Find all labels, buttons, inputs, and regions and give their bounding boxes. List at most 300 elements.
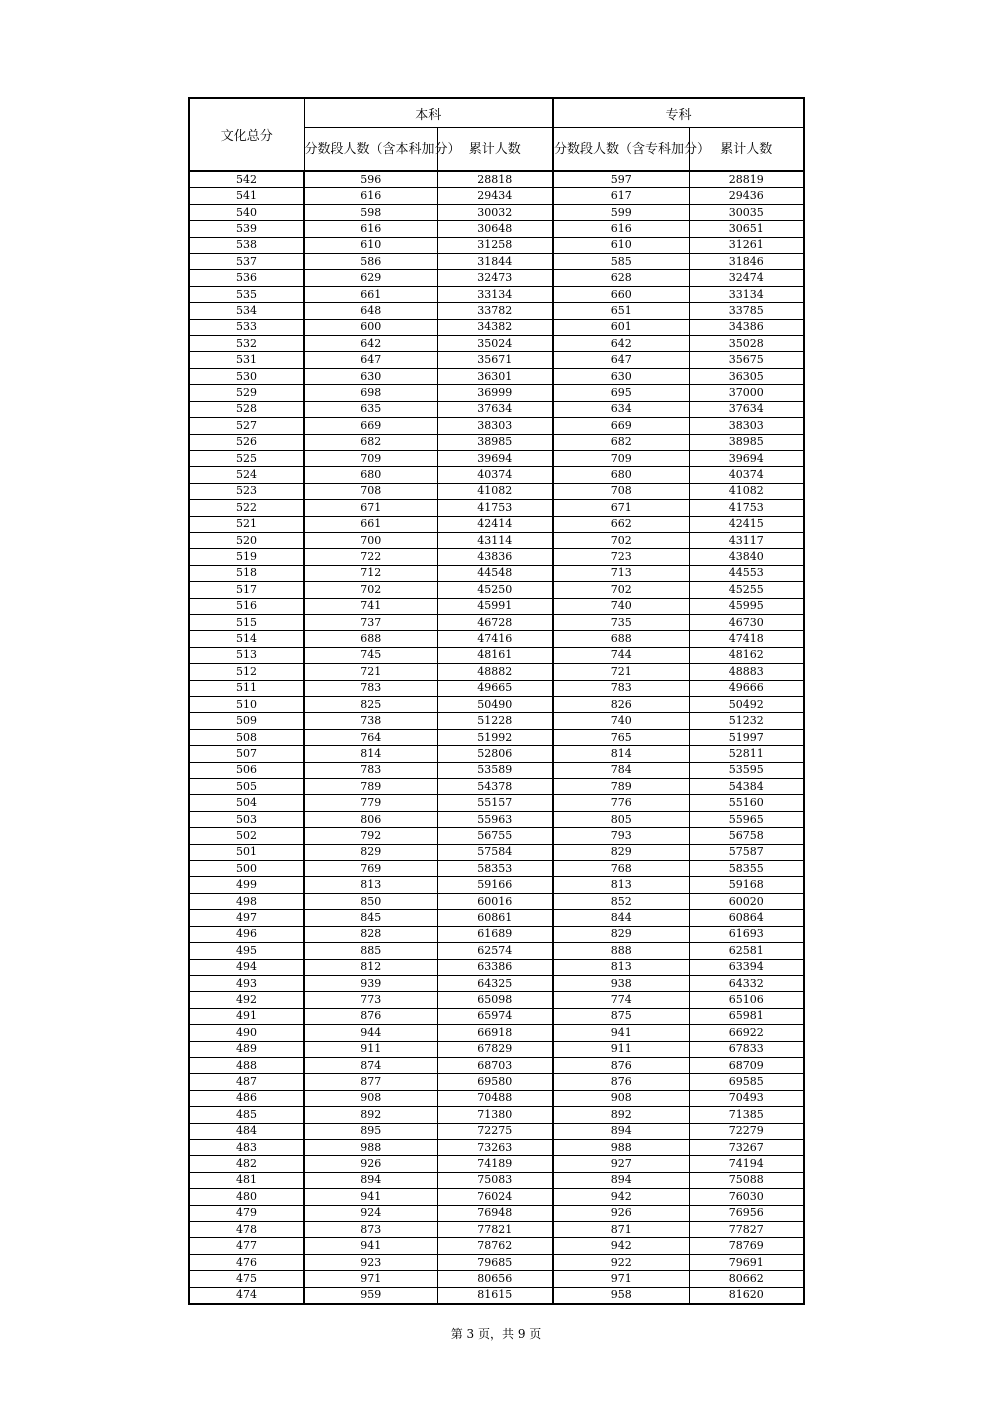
zk-total-cell: 80662 (689, 1271, 804, 1287)
score-cell: 536 (189, 270, 304, 286)
table-row (189, 975, 804, 991)
zk-count-cell: 630 (553, 368, 689, 384)
zk-count-cell: 813 (553, 877, 689, 893)
bk-total-cell: 60016 (437, 893, 553, 909)
score-cell: 506 (189, 762, 304, 778)
bk-count-cell: 698 (304, 385, 437, 401)
score-cell: 502 (189, 828, 304, 844)
table-row (189, 483, 804, 499)
zk-count-cell: 888 (553, 943, 689, 959)
score-cell: 542 (189, 171, 304, 188)
zk-count-cell: 744 (553, 647, 689, 663)
zk-count-cell: 702 (553, 532, 689, 548)
zk-count-cell: 941 (553, 1025, 689, 1041)
bk-total-cell: 80656 (437, 1271, 553, 1287)
bk-count-cell: 680 (304, 467, 437, 483)
zk-total-cell: 49666 (689, 680, 804, 696)
zk-count-cell: 774 (553, 992, 689, 1008)
table-row (189, 1172, 804, 1188)
zk-total-cell: 58355 (689, 861, 804, 877)
bk-count-cell: 783 (304, 762, 437, 778)
score-cell: 475 (189, 1271, 304, 1287)
table-row (189, 861, 804, 877)
bk-count-cell: 741 (304, 598, 437, 614)
score-cell: 528 (189, 401, 304, 417)
zk-total-cell: 34386 (689, 319, 804, 335)
header-total-score: 文化总分 (189, 98, 304, 171)
bk-total-cell: 53589 (437, 762, 553, 778)
zk-count-cell: 988 (553, 1139, 689, 1155)
bk-total-cell: 58353 (437, 861, 553, 877)
zk-total-cell: 78769 (689, 1238, 804, 1254)
bk-total-cell: 63386 (437, 959, 553, 975)
zk-count-cell: 660 (553, 286, 689, 302)
score-cell: 500 (189, 861, 304, 877)
score-cell: 481 (189, 1172, 304, 1188)
bk-total-cell: 76948 (437, 1205, 553, 1221)
table-row (189, 1205, 804, 1221)
score-cell: 526 (189, 434, 304, 450)
zk-count-cell: 926 (553, 1205, 689, 1221)
table-row (189, 598, 804, 614)
table-row (189, 286, 804, 302)
bk-total-cell: 66918 (437, 1025, 553, 1041)
header-group-bk: 本科 (304, 98, 553, 128)
bk-count-cell: 708 (304, 483, 437, 499)
table-row (189, 795, 804, 811)
bk-count-cell: 648 (304, 303, 437, 319)
table-row (189, 582, 804, 598)
bk-count-cell: 738 (304, 713, 437, 729)
bk-count-cell: 722 (304, 549, 437, 565)
bk-count-cell: 779 (304, 795, 437, 811)
bk-count-cell: 783 (304, 680, 437, 696)
table-row (189, 303, 804, 319)
score-cell: 489 (189, 1041, 304, 1057)
zk-total-cell: 69585 (689, 1074, 804, 1090)
zk-total-cell: 52811 (689, 746, 804, 762)
score-cell: 533 (189, 319, 304, 335)
score-cell: 496 (189, 926, 304, 942)
table-header (189, 98, 804, 171)
zk-count-cell: 875 (553, 1008, 689, 1024)
zk-total-cell: 29436 (689, 188, 804, 204)
zk-count-cell: 814 (553, 746, 689, 762)
table-row (189, 336, 804, 352)
zk-count-cell: 908 (553, 1090, 689, 1106)
score-cell: 523 (189, 483, 304, 499)
bk-count-cell: 737 (304, 614, 437, 630)
bk-total-cell: 32473 (437, 270, 553, 286)
bk-count-cell: 850 (304, 893, 437, 909)
zk-count-cell: 942 (553, 1238, 689, 1254)
score-cell: 498 (189, 893, 304, 909)
zk-total-cell: 32474 (689, 270, 804, 286)
bk-count-cell: 682 (304, 434, 437, 450)
zk-count-cell: 735 (553, 614, 689, 630)
zk-count-cell: 911 (553, 1041, 689, 1057)
zk-count-cell: 765 (553, 729, 689, 745)
zk-total-cell: 48162 (689, 647, 804, 663)
bk-total-cell: 81615 (437, 1287, 553, 1304)
score-cell: 524 (189, 467, 304, 483)
bk-count-cell: 923 (304, 1254, 437, 1270)
score-cell: 505 (189, 779, 304, 795)
zk-total-cell: 45995 (689, 598, 804, 614)
zk-total-cell: 65981 (689, 1008, 804, 1024)
zk-total-cell: 81620 (689, 1287, 804, 1304)
table-row (189, 1025, 804, 1041)
zk-count-cell: 783 (553, 680, 689, 696)
bk-total-cell: 68703 (437, 1057, 553, 1073)
bk-count-cell: 924 (304, 1205, 437, 1221)
score-cell: 537 (189, 254, 304, 270)
bk-total-cell: 44548 (437, 565, 553, 581)
zk-count-cell: 768 (553, 861, 689, 877)
bk-total-cell: 30032 (437, 204, 553, 220)
page-footer: 第 3 页，共 9 页 (450, 1327, 542, 1341)
bk-count-cell: 939 (304, 975, 437, 991)
bk-total-cell: 54378 (437, 779, 553, 795)
score-cell: 509 (189, 713, 304, 729)
bk-total-cell: 35024 (437, 336, 553, 352)
zk-total-cell: 53595 (689, 762, 804, 778)
bk-total-cell: 60861 (437, 910, 553, 926)
table-row (189, 1008, 804, 1024)
table-row (189, 680, 804, 696)
zk-total-cell: 28819 (689, 171, 804, 188)
header-bk-count: 分数段人数（含本科加分） (304, 128, 437, 172)
bk-total-cell: 71380 (437, 1107, 553, 1123)
score-cell: 535 (189, 286, 304, 302)
zk-count-cell: 669 (553, 418, 689, 434)
table-row (189, 1156, 804, 1172)
zk-count-cell: 599 (553, 204, 689, 220)
bk-total-cell: 55963 (437, 811, 553, 827)
bk-count-cell: 813 (304, 877, 437, 893)
score-cell: 484 (189, 1123, 304, 1139)
zk-total-cell: 47418 (689, 631, 804, 647)
zk-total-cell: 71385 (689, 1107, 804, 1123)
score-cell: 532 (189, 336, 304, 352)
bk-count-cell: 873 (304, 1222, 437, 1238)
zk-count-cell: 805 (553, 811, 689, 827)
table-row (189, 844, 804, 860)
bk-total-cell: 72275 (437, 1123, 553, 1139)
table-row (189, 401, 804, 417)
bk-total-cell: 37634 (437, 401, 553, 417)
table-row (189, 204, 804, 220)
table-row (189, 1287, 804, 1304)
score-cell: 529 (189, 385, 304, 401)
zk-total-cell: 35675 (689, 352, 804, 368)
table-row (189, 811, 804, 827)
bk-count-cell: 586 (304, 254, 437, 270)
zk-total-cell: 56758 (689, 828, 804, 844)
zk-count-cell: 628 (553, 270, 689, 286)
bk-total-cell: 56755 (437, 828, 553, 844)
zk-count-cell: 829 (553, 844, 689, 860)
zk-total-cell: 70493 (689, 1090, 804, 1106)
bk-count-cell: 812 (304, 959, 437, 975)
bk-count-cell: 874 (304, 1057, 437, 1073)
table-row (189, 992, 804, 1008)
score-cell: 521 (189, 516, 304, 532)
bk-total-cell: 51992 (437, 729, 553, 745)
zk-count-cell: 662 (553, 516, 689, 532)
table-row (189, 664, 804, 680)
bk-count-cell: 709 (304, 450, 437, 466)
table-row (189, 171, 804, 188)
zk-count-cell: 784 (553, 762, 689, 778)
score-cell: 540 (189, 204, 304, 220)
bk-total-cell: 35671 (437, 352, 553, 368)
score-cell: 504 (189, 795, 304, 811)
zk-total-cell: 50492 (689, 697, 804, 713)
bk-count-cell: 926 (304, 1156, 437, 1172)
table-row (189, 762, 804, 778)
score-cell: 519 (189, 549, 304, 565)
zk-total-cell: 67833 (689, 1041, 804, 1057)
zk-count-cell: 813 (553, 959, 689, 975)
zk-total-cell: 76956 (689, 1205, 804, 1221)
zk-count-cell: 971 (553, 1271, 689, 1287)
zk-count-cell: 723 (553, 549, 689, 565)
score-cell: 518 (189, 565, 304, 581)
bk-total-cell: 75083 (437, 1172, 553, 1188)
bk-count-cell: 661 (304, 286, 437, 302)
zk-count-cell: 740 (553, 713, 689, 729)
score-cell: 520 (189, 532, 304, 548)
zk-total-cell: 60020 (689, 893, 804, 909)
table-row (189, 1107, 804, 1123)
table-row (189, 614, 804, 630)
zk-total-cell: 64332 (689, 975, 804, 991)
score-cell: 480 (189, 1189, 304, 1205)
zk-count-cell: 958 (553, 1287, 689, 1304)
bk-total-cell: 29434 (437, 188, 553, 204)
table-row (189, 1074, 804, 1090)
zk-total-cell: 57587 (689, 844, 804, 860)
header-zk-total: 累计人数 (689, 128, 804, 172)
bk-count-cell: 635 (304, 401, 437, 417)
score-cell: 503 (189, 811, 304, 827)
zk-count-cell: 695 (553, 385, 689, 401)
bk-count-cell: 669 (304, 418, 437, 434)
score-cell: 479 (189, 1205, 304, 1221)
table-row (189, 1189, 804, 1205)
table-row (189, 729, 804, 745)
score-cell: 510 (189, 697, 304, 713)
bk-total-cell: 74189 (437, 1156, 553, 1172)
bk-count-cell: 610 (304, 237, 437, 253)
bk-total-cell: 41753 (437, 500, 553, 516)
zk-total-cell: 72279 (689, 1123, 804, 1139)
table-row (189, 418, 804, 434)
zk-total-cell: 38303 (689, 418, 804, 434)
bk-total-cell: 52806 (437, 746, 553, 762)
score-cell: 495 (189, 943, 304, 959)
score-cell: 492 (189, 992, 304, 1008)
score-cell: 478 (189, 1222, 304, 1238)
zk-total-cell: 46730 (689, 614, 804, 630)
score-cell: 501 (189, 844, 304, 860)
zk-total-cell: 44553 (689, 565, 804, 581)
score-distribution-table (188, 97, 805, 1305)
table-row (189, 237, 804, 253)
table-row (189, 647, 804, 663)
score-cell: 541 (189, 188, 304, 204)
zk-total-cell: 65106 (689, 992, 804, 1008)
bk-total-cell: 33134 (437, 286, 553, 302)
zk-total-cell: 59168 (689, 877, 804, 893)
score-cell: 476 (189, 1254, 304, 1270)
zk-count-cell: 634 (553, 401, 689, 417)
table-row (189, 450, 804, 466)
zk-total-cell: 30035 (689, 204, 804, 220)
score-cell: 497 (189, 910, 304, 926)
zk-count-cell: 942 (553, 1189, 689, 1205)
score-cell: 491 (189, 1008, 304, 1024)
zk-total-cell: 77827 (689, 1222, 804, 1238)
table-row (189, 746, 804, 762)
bk-count-cell: 702 (304, 582, 437, 598)
bk-count-cell: 941 (304, 1238, 437, 1254)
zk-count-cell: 740 (553, 598, 689, 614)
bk-count-cell: 828 (304, 926, 437, 942)
table-row (189, 1238, 804, 1254)
zk-count-cell: 682 (553, 434, 689, 450)
zk-total-cell: 63394 (689, 959, 804, 975)
bk-total-cell: 61689 (437, 926, 553, 942)
zk-total-cell: 48883 (689, 664, 804, 680)
table-row (189, 828, 804, 844)
bk-total-cell: 31844 (437, 254, 553, 270)
zk-count-cell: 894 (553, 1123, 689, 1139)
header-group-zk: 专科 (553, 98, 804, 128)
bk-count-cell: 598 (304, 204, 437, 220)
bk-total-cell: 57584 (437, 844, 553, 860)
zk-total-cell: 51232 (689, 713, 804, 729)
bk-total-cell: 67829 (437, 1041, 553, 1057)
zk-total-cell: 75088 (689, 1172, 804, 1188)
bk-count-cell: 661 (304, 516, 437, 532)
zk-total-cell: 43117 (689, 532, 804, 548)
zk-count-cell: 852 (553, 893, 689, 909)
bk-count-cell: 988 (304, 1139, 437, 1155)
score-cell: 513 (189, 647, 304, 663)
score-cell: 514 (189, 631, 304, 647)
table-row (189, 1123, 804, 1139)
zk-total-cell: 36305 (689, 368, 804, 384)
score-cell: 530 (189, 368, 304, 384)
zk-count-cell: 927 (553, 1156, 689, 1172)
table-row (189, 877, 804, 893)
bk-count-cell: 773 (304, 992, 437, 1008)
zk-count-cell: 871 (553, 1222, 689, 1238)
bk-total-cell: 62574 (437, 943, 553, 959)
bk-count-cell: 630 (304, 368, 437, 384)
bk-count-cell: 806 (304, 811, 437, 827)
zk-count-cell: 651 (553, 303, 689, 319)
bk-total-cell: 40374 (437, 467, 553, 483)
zk-total-cell: 37000 (689, 385, 804, 401)
bk-count-cell: 596 (304, 171, 437, 188)
bk-total-cell: 36999 (437, 385, 553, 401)
bk-count-cell: 941 (304, 1189, 437, 1205)
zk-total-cell: 60864 (689, 910, 804, 926)
zk-count-cell: 826 (553, 697, 689, 713)
bk-count-cell: 944 (304, 1025, 437, 1041)
zk-total-cell: 37634 (689, 401, 804, 417)
zk-total-cell: 33785 (689, 303, 804, 319)
zk-count-cell: 789 (553, 779, 689, 795)
bk-total-cell: 64325 (437, 975, 553, 991)
score-cell: 507 (189, 746, 304, 762)
bk-total-cell: 48882 (437, 664, 553, 680)
bk-count-cell: 671 (304, 500, 437, 516)
score-cell: 477 (189, 1238, 304, 1254)
zk-count-cell: 680 (553, 467, 689, 483)
bk-total-cell: 47416 (437, 631, 553, 647)
score-cell: 539 (189, 221, 304, 237)
zk-total-cell: 68709 (689, 1057, 804, 1073)
zk-count-cell: 876 (553, 1057, 689, 1073)
zk-count-cell: 708 (553, 483, 689, 499)
bk-total-cell: 41082 (437, 483, 553, 499)
zk-total-cell: 66922 (689, 1025, 804, 1041)
bk-total-cell: 50490 (437, 697, 553, 713)
bk-total-cell: 48161 (437, 647, 553, 663)
score-cell: 531 (189, 352, 304, 368)
table-row (189, 713, 804, 729)
table-row (189, 893, 804, 909)
table-row (189, 319, 804, 335)
zk-count-cell: 938 (553, 975, 689, 991)
bk-total-cell: 42414 (437, 516, 553, 532)
zk-total-cell: 31261 (689, 237, 804, 253)
bk-count-cell: 911 (304, 1041, 437, 1057)
table-row (189, 1271, 804, 1287)
header-bk-total: 累计人数 (437, 128, 553, 172)
table-row (189, 697, 804, 713)
score-cell: 508 (189, 729, 304, 745)
table-row (189, 532, 804, 548)
zk-count-cell: 922 (553, 1254, 689, 1270)
bk-count-cell: 745 (304, 647, 437, 663)
score-cell: 493 (189, 975, 304, 991)
bk-count-cell: 971 (304, 1271, 437, 1287)
bk-count-cell: 721 (304, 664, 437, 680)
bk-count-cell: 629 (304, 270, 437, 286)
bk-total-cell: 36301 (437, 368, 553, 384)
zk-count-cell: 585 (553, 254, 689, 270)
table-row (189, 385, 804, 401)
score-cell: 487 (189, 1074, 304, 1090)
table-row (189, 1090, 804, 1106)
table-row (189, 910, 804, 926)
bk-total-cell: 45991 (437, 598, 553, 614)
table-row (189, 467, 804, 483)
table-row (189, 352, 804, 368)
score-cell: 483 (189, 1139, 304, 1155)
score-cell: 538 (189, 237, 304, 253)
bk-total-cell: 77821 (437, 1222, 553, 1238)
bk-total-cell: 76024 (437, 1189, 553, 1205)
zk-total-cell: 55160 (689, 795, 804, 811)
score-cell: 512 (189, 664, 304, 680)
bk-count-cell: 908 (304, 1090, 437, 1106)
